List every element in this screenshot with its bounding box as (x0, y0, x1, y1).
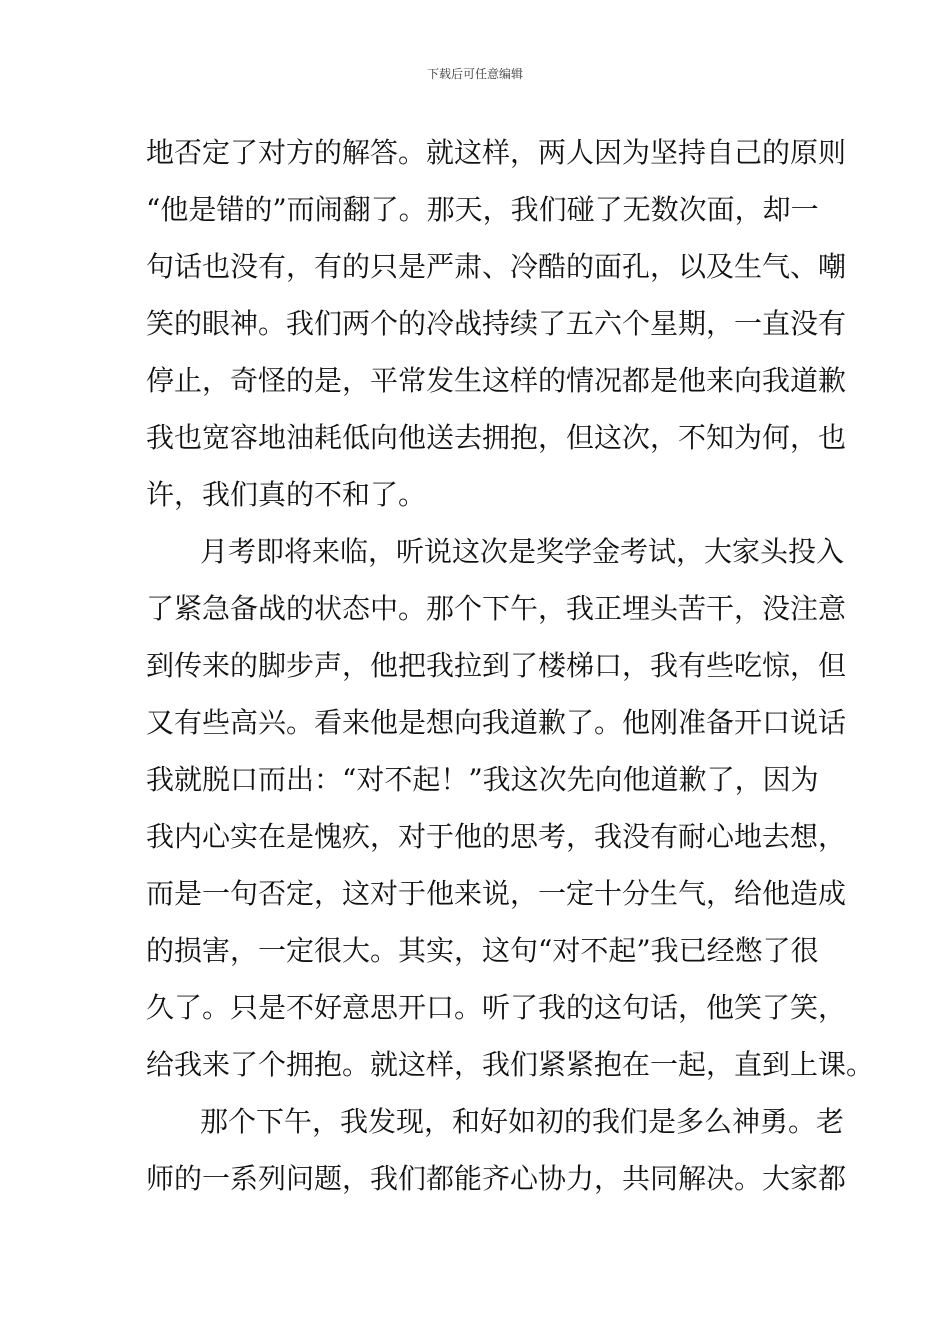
text-line: 句话也没有，有的只是严肃、冷酷的面孔，以及生气、嘲 (146, 250, 847, 283)
text-line: 笑的眼神。我们两个的冷战持续了五六个星期，一直没有 (146, 307, 847, 340)
text-line: 给我来了个拥抱。就这样，我们紧紧抱在一起，直到上课。 (146, 1048, 875, 1081)
text-line: 地否定了对方的解答。就这样，两人因为坚持自己的原则 (146, 136, 847, 169)
text-line: 师的一系列问题，我们都能齐心协力，共同解决。大家都 (146, 1162, 847, 1195)
document-body (146, 124, 875, 1207)
text-line: 我就脱口而出：“对不起！”我这次先向他道歉了，因为 (146, 763, 819, 796)
paragraph-first-line: 那个下午，我发现，和好如初的我们是多么神勇。老 (200, 1105, 845, 1138)
text-line: 久了。只是不好意思开口。听了我的这句话，他笑了笑， (146, 991, 847, 1024)
text-line: 又有些高兴。看来他是想向我道歉了。他刚准备开口说话 (146, 706, 847, 739)
text-line: 而是一句否定，这对于他来说，一定十分生气，给他造成 (146, 877, 847, 910)
text-line: 了紧急备战的状态中。那个下午，我正埋头苦干，没注意 (146, 592, 847, 625)
page-header: 下载后可任意编辑 (426, 67, 523, 81)
text-line: 停止，奇怪的是，平常发生这样的情况都是他来向我道歉 (146, 364, 847, 397)
text-line: 到传来的脚步声，他把我拉到了楼梯口，我有些吃惊，但 (146, 649, 847, 682)
text-line: “他是错的”而闹翻了。那天，我们碰了无数次面，却一 (146, 193, 819, 226)
text-line: 我内心实在是愧疚，对于他的思考，我没有耐心地去想， (146, 820, 847, 853)
text-line: 我也宽容地油耗低向他送去拥抱，但这次，不知为何，也 (146, 421, 847, 454)
text-line: 许，我们真的不和了。 (146, 478, 427, 511)
paragraph-first-line: 月考即将来临，听说这次是奖学金考试，大家头投入 (200, 535, 845, 568)
text-line: 的损害，一定很大。其实，这句“对不起”我已经憋了很 (146, 934, 819, 967)
